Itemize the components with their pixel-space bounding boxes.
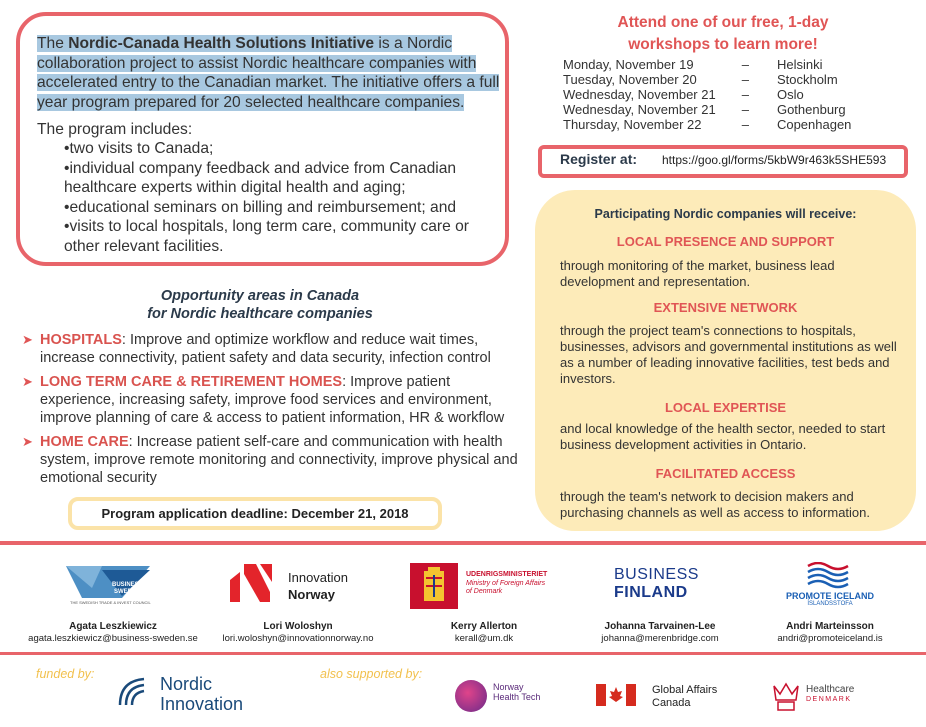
program-list [64,139,504,256]
nordic-innovation-logo: Nordic Innovation [116,671,276,719]
healthcare-denmark-logo: Healthcare DENMARK [770,680,890,716]
innovation-norway-logo: Innovation Norway [230,562,370,606]
benefit-text: and local knowledge of the health sector, needed to start business development activities in Ontario. [560,421,886,452]
program-item: • two visits to Canada; [64,139,504,159]
opportunity-title-line1: Opportunity areas in Canada [160,288,360,304]
opportunity-item-home-care: ➤ HOME CARE: Increase patient self-care and communication with health system, improve remote monitoring and connectivity, improve physical and emotional security [22,434,518,486]
contact-denmark: Kerry Allerton kerall@um.dk [389,621,579,644]
workshop-schedule [563,57,851,132]
business-finland-logo: BUSINESS FINLAND [614,566,699,601]
contact-business-sweden: Agata Leszkiewicz agata.leszkiewicz@business-sweden.se [18,621,208,644]
nordic-innovation-mark-icon [116,675,150,709]
contact-email[interactable]: agata.leszkiewicz@business-sweden.se [28,632,198,644]
opportunity-item-long-term-care: ➤ LONG TERM CARE & RETIREMENT HOMES: Improve patient experience, increasing safety, improve food services and environment, improve planning of care & access to patient information, HR & workflow [22,374,505,426]
section-divider [0,652,926,655]
contact-business-finland: Johanna Tarvainen-Lee johanna@merenbridge.com [565,621,755,644]
funded-by-label: funded by: [36,667,95,681]
intro-paragraph: The Nordic-Canada Health Solutions Initiative is a Nordic collaboration project to assist Nordic healthcare companies with accelerated entry to the Canadian market. The initiative offers a full year program prepared for 20 selected healthcare companies. [37,35,500,111]
program-item: • visits to local hospitals, long term care, community care or other relevant facilities. [64,217,504,256]
danish-coat-of-arms-icon [410,563,458,609]
register-label: Register at: [560,151,638,167]
promote-iceland-wave-icon [770,562,890,590]
canada-flag-icon [596,684,636,706]
initiative-name: Nordic-Canada Health Solutions Initiative [68,35,375,52]
workshops-title [553,12,893,56]
benefit-heading: EXTENSIVE NETWORK [653,300,798,315]
workshops-title-line2: workshops to learn more! [628,36,818,53]
workshop-row: Wednesday, November 21 – Gothenburg [563,102,846,117]
also-supported-label: also supported by: [320,667,423,681]
contact-email[interactable]: lori.woloshyn@innovationnorway.no [222,632,374,644]
contact-promote-iceland: Andri Marteinsson andri@promoteiceland.is [735,621,925,644]
contact-innovation-norway: Lori Woloshyn lori.woloshyn@innovationnorway.no [203,621,393,644]
innovation-norway-mark-icon [230,562,278,604]
benefit-heading: LOCAL PRESENCE AND SUPPORT [616,234,835,249]
benefit-heading: FACILITATED ACCESS [655,466,796,481]
program-includes-label: The program includes: [37,121,193,138]
opportunity-title-line2: for Nordic healthcare companies [147,306,373,322]
business-sweden-logo: BUSINESS SWEDEN THE SWEDISH TRADE & INVEST COUNCIL [62,560,154,606]
register-link[interactable]: https://goo.gl/forms/5kbW9r463k5SHE593 [662,153,887,167]
program-item: • individual company feedback and advice from Canadian healthcare experts within digital health and aging; [64,159,504,198]
contact-email[interactable]: andri@promoteiceland.is [777,632,883,644]
benefits-title: Participating Nordic companies will receive: [594,207,857,221]
norway-health-tech-logo: Norway Health Tech [455,677,555,713]
workshops-title-line1: Attend one of our free, 1-day [617,14,829,31]
norway-health-tech-circle-icon [455,680,487,712]
program-item: • educational seminars on billing and reimbursement; and [64,198,504,218]
arrow-bullet-icon: ➤ [22,434,33,449]
contact-email[interactable]: johanna@merenbridge.com [601,632,719,644]
workshop-row: Thursday, November 22 – Copenhagen [563,117,852,132]
arrow-bullet-icon: ➤ [22,374,33,389]
workshop-row: Tuesday, November 20 – Stockholm [563,72,838,87]
arrow-bullet-icon: ➤ [22,332,33,347]
benefit-text: through the project team's connections to hospitals, businesses, advisors and governmental institutions as well as a number of leading innovative facilities, test beds and investors. [560,323,897,386]
benefit-text: through the team's network to decision makers and purchasing channels as well as access to information. [560,489,870,520]
contact-email[interactable]: kerall@um.dk [454,632,514,644]
opportunity-title [60,287,460,323]
workshop-row: Wednesday, November 21 – Oslo [563,87,804,102]
global-affairs-canada-logo: Global Affairs Canada [596,684,726,714]
benefit-text: through monitoring of the market, business lead development and representation. [560,258,835,289]
benefit-heading: LOCAL EXPERTISE [664,400,787,415]
healthcare-denmark-crown-icon [770,680,802,714]
section-divider [0,541,926,545]
denmark-ministry-logo: UDENRIGSMINISTERIET Ministry of Foreign Affairs of Denmark [410,563,570,611]
promote-iceland-logo: PROMOTE ICELAND ÍSLANDSSTOFA [770,562,890,608]
workshop-row: Monday, November 19 – Helsinki [563,57,823,72]
application-deadline: Program application deadline: December 21, 2018 [68,497,442,530]
opportunity-item-hospitals: ➤ HOSPITALS: Improve and optimize workflow and reduce wait times, increase connectivity, patient safety and data security, infection control [22,332,491,366]
